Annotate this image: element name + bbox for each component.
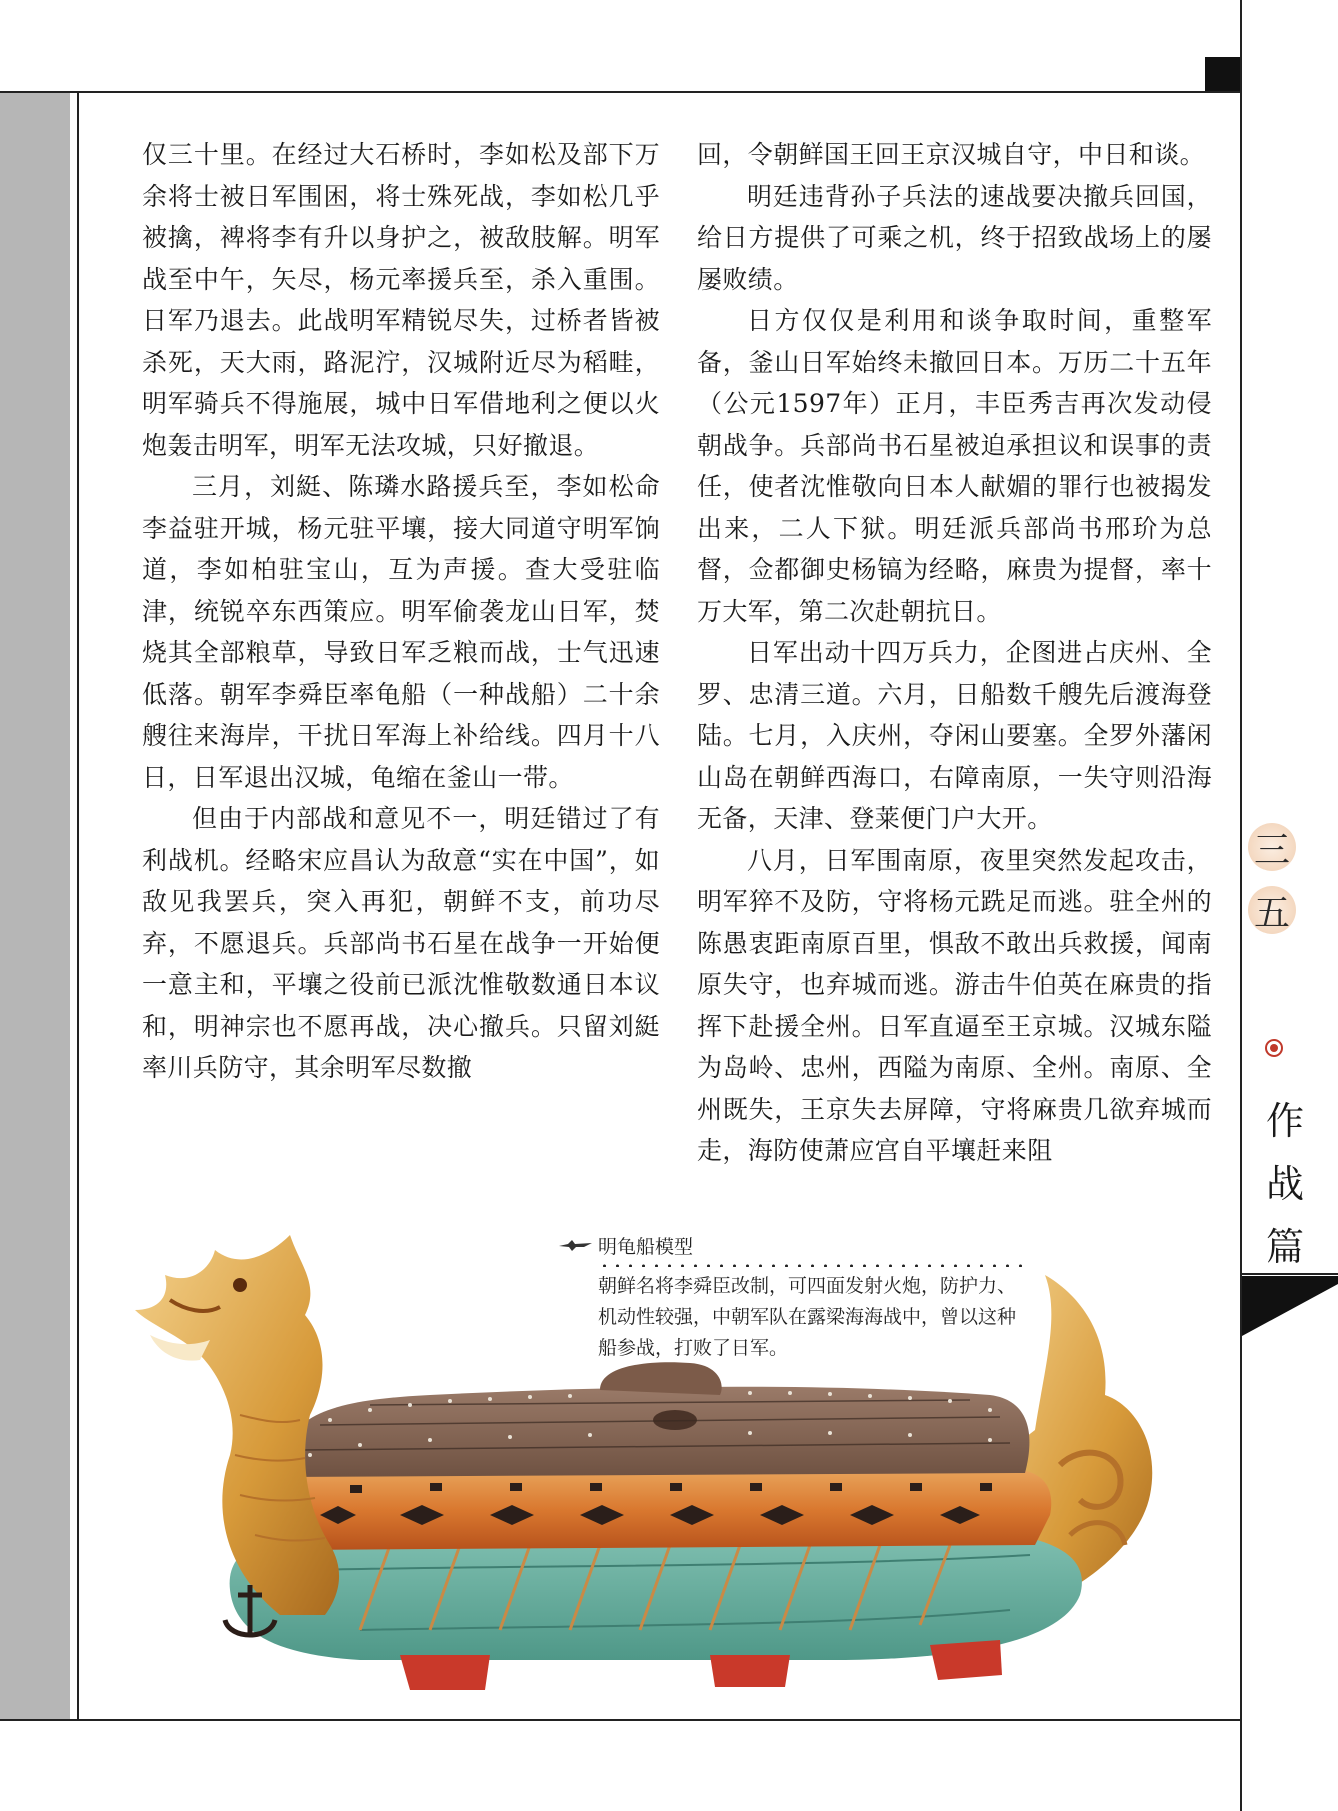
paragraph: 八月，日军围南原，夜里突然发起攻击，明军猝不及防，守将杨元跣足而逃。驻全州的陈愚衷距南原百里，惧敌不敢出兵救援，闻南原失守，也弃城而逃。游击牛伯英在麻贵的指挥下赴援全州。日军直逼至王京城。汉城东隘为岛岭、忠州，西隘为南原、全州。南原、全州既失，王京失去屏障，守将麻贵几欲弃城而走，海防使萧应宫自平壤赶来阻 xyxy=(697,845,1212,1165)
paragraph: 但由于内部战和意见不一，明廷错过了有利战机。经略宋应昌认为敌意“实在中国”，如敌见我罢兵，突入再犯，朝鲜不支，前功尽弃，不愿退兵。兵部尚书石星在战争一开始便一意主和，平壤之役前已派沈惟敬数通日本议和，明神宗也不愿再战，决心撤兵。只留刘綎率川兵防守，其余明军尽数撤 xyxy=(142,804,660,1082)
corner-marker xyxy=(1205,57,1240,91)
page-number-digit: 三 xyxy=(1248,823,1296,871)
left-inner-rule xyxy=(77,93,79,1719)
right-margin-rule xyxy=(1240,0,1242,1811)
page-number-digit: 五 xyxy=(1248,886,1296,934)
paragraph: 明廷违背孙子兵法的速战要决撤兵回国，给日方提供了可乘之机，终于招致战场上的屡屡败绩。 xyxy=(697,181,1212,294)
caption-title: 明龟船模型 xyxy=(598,1232,693,1263)
top-rule xyxy=(0,91,1240,93)
caption-body: 朝鲜名将李舜臣改制，可四面发射火炮，防护力、机动性较强，中朝军队在露梁海海战中，曾以这种船参战，打败了日军。 xyxy=(598,1275,1017,1359)
turtle-ship-illustration xyxy=(130,1215,1220,1695)
paragraph: 日方仅仅是利用和谈争取时间，重整军备，釜山日军始终未撤回日本。万历二十五年（公元1597年）正月，丰臣秀吉再次发动侵朝战争。兵部尚书石星被迫承担议和误事的责任，使者沈惟敬向日本人献媚的罪行也被揭发出来，二人下狱。明廷派兵部尚书邢玠为总督，佥都御史杨镐为经略，麻贵为提督，率十万大军，第二次赴朝抗日。 xyxy=(697,306,1212,626)
bottom-rule xyxy=(0,1719,1240,1721)
target-bullet-icon xyxy=(1265,1039,1283,1057)
section-title: 作战篇 xyxy=(1265,1099,1304,1269)
paragraph: 仅三十里。在经过大石桥时，李如松及部下万余将士被日军围困，将士殊死战，李如松几乎被擒，裨将李有升以身护之，被敌肢解。明军战至中午，矢尽，杨元率援兵至，杀入重围。日军乃退去。此战明军精锐尽失，过桥者皆被杀死，天大雨，路泥泞，汉城附近尽为稻畦，明军骑兵不得施展，城中日军借地利之便以火炮轰击明军，明军无法攻城，只好撤退。 xyxy=(142,140,660,460)
paragraph: 回，令朝鲜国王回王京汉城自守，中日和谈。 xyxy=(697,140,1206,169)
left-gray-band xyxy=(0,93,70,1719)
paragraph: 日军出动十四万兵力，企图进占庆州、全罗、忠清三道。六月，日船数千艘先后渡海登陆。七月，入庆州，夺闲山要塞。全罗外藩闲山岛在朝鲜西海口，右障南原，一失守则沿海无备，天津、登莱便门户大开。 xyxy=(697,638,1212,833)
corner-wedge-icon xyxy=(1242,1276,1338,1336)
paragraph: 三月，刘綎、陈璘水路援兵至，李如松命李益驻开城，杨元驻平壤，接大同道守明军饷道，李如柏驻宝山，互为声援。查大受驻临津，统锐卒东西策应。明军偷袭龙山日军，焚烧其全部粮草，导致日军乏粮而战，士气迅速低落。朝军李舜臣率龟船（一种战船）二十余艘往来海岸，干扰日军海上补给线。四月十八日，日军退出汉城，龟缩在釜山一带。 xyxy=(142,472,660,792)
text-column-right xyxy=(697,134,1212,1172)
text-column-left xyxy=(142,134,660,1089)
